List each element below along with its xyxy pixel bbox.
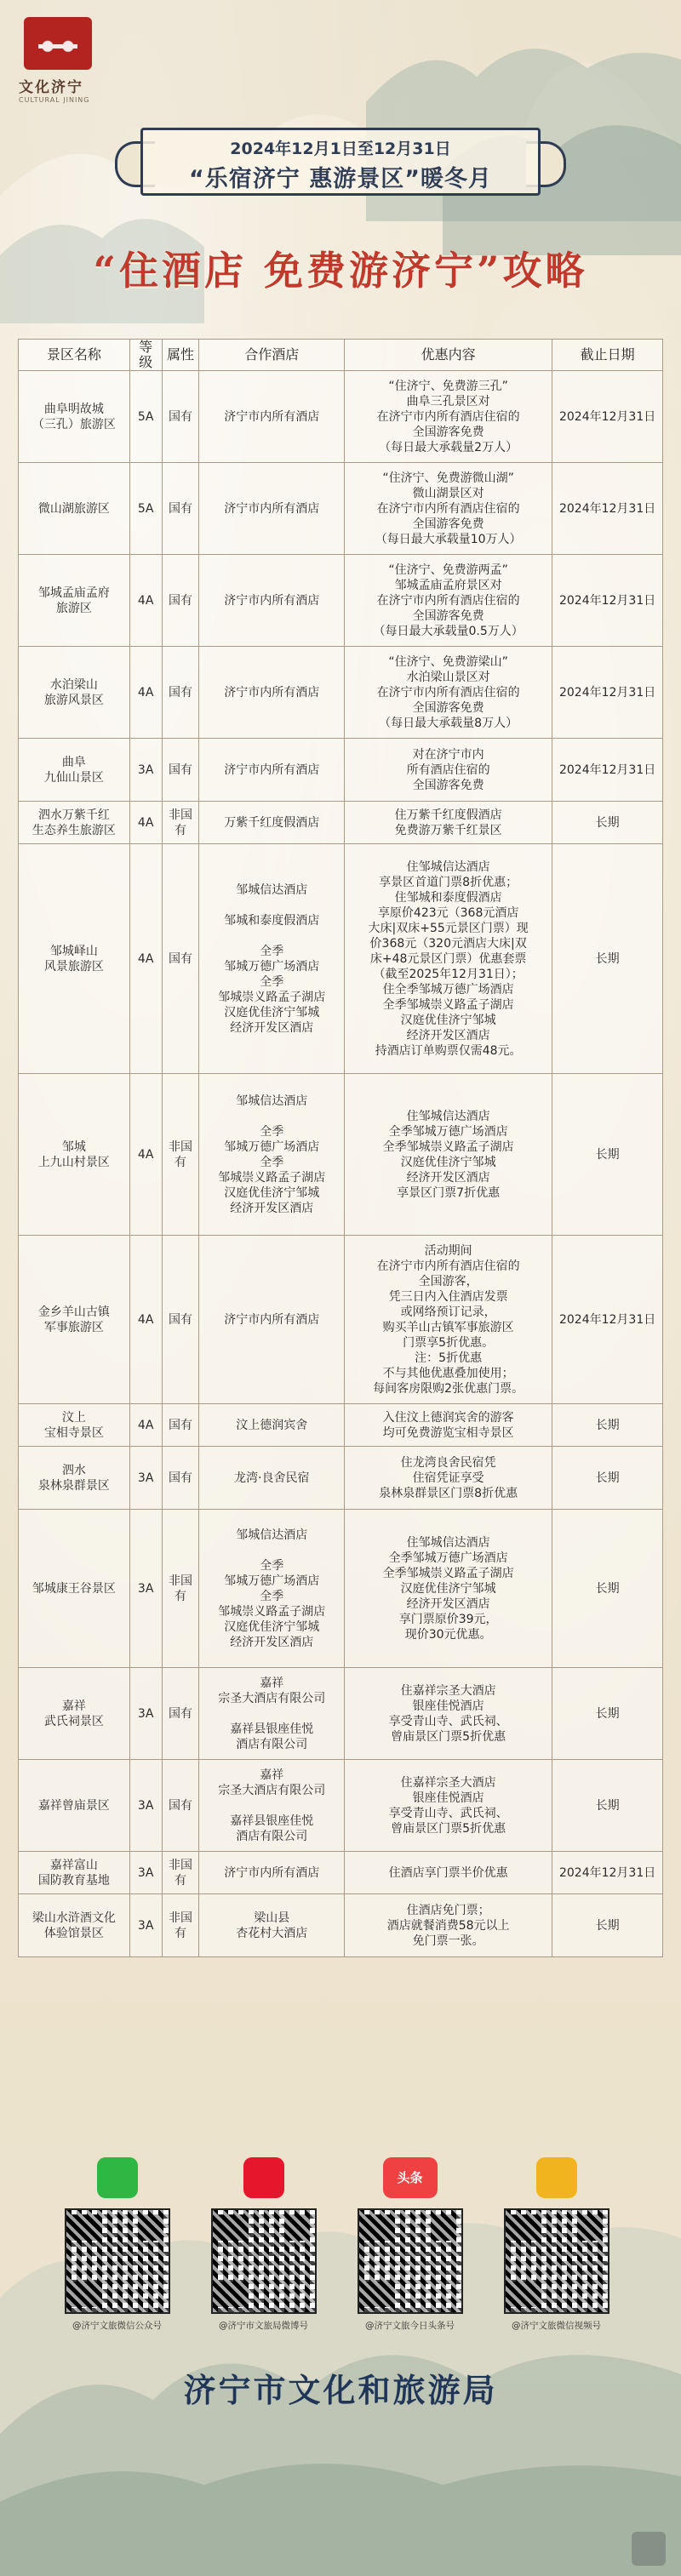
qr-block	[335, 2157, 484, 2331]
cell-deadline: 长期	[552, 1510, 663, 1668]
cell-attr: 非国有	[162, 1074, 199, 1236]
cell-offer: 住嘉祥宗圣大酒店 银座佳悦酒店 享受青山寺、武氏祠、 曾庙景区门票5折优惠	[345, 1668, 552, 1760]
table-row	[19, 1668, 663, 1760]
cell-hotel: 邹城信达酒店 邹城和泰度假酒店 全季 邹城万德广场酒店 全季 邹城崇义路孟子湖店 汉庭优佳济宁邹城 经济开发区酒店	[199, 844, 345, 1074]
cell-attr: 国有	[162, 463, 199, 555]
cell-deadline: 长期	[552, 844, 663, 1074]
cell-hotel: 万紫千红度假酒店	[199, 802, 345, 844]
col-header-name: 景区名称	[19, 340, 130, 371]
table-row	[19, 371, 663, 463]
cell-name: 嘉祥富山 国防教育基地	[19, 1852, 130, 1894]
cell-hotel: 汶上德润宾舍	[199, 1404, 345, 1447]
cell-offer: 住酒店免门票； 酒店就餐消费58元以上 免门票一张。	[345, 1894, 552, 1957]
cell-attr: 非国有	[162, 1510, 199, 1668]
social-qr-section	[0, 2157, 681, 2331]
cell-deadline: 2024年12月31日	[552, 1236, 663, 1404]
campaign-title: “乐宿济宁 惠游景区”暖冬月	[189, 166, 492, 192]
cell-grade: 3A	[129, 1668, 162, 1760]
cell-deadline: 长期	[552, 802, 663, 844]
col-header-offer: 优惠内容	[345, 340, 552, 371]
toutiao-icon[interactable]: 头条	[383, 2157, 438, 2198]
cell-attr: 国有	[162, 1447, 199, 1510]
qr-code	[211, 2208, 317, 2314]
wechat-icon[interactable]	[97, 2157, 138, 2198]
cell-hotel: 济宁市内所有酒店	[199, 739, 345, 802]
cell-deadline: 2024年12月31日	[552, 555, 663, 647]
cell-name: 汶上 宝相寺景区	[19, 1404, 130, 1447]
channels-icon[interactable]	[536, 2157, 577, 2198]
qr-code	[358, 2208, 463, 2314]
cell-offer: 住龙湾良舍民宿凭 住宿凭证享受 泉林泉群景区门票8折优惠	[345, 1447, 552, 1510]
page-headline: “住酒店 免费游济宁”攻略	[93, 248, 588, 294]
cell-offer: 入住汶上德润宾舍的游客 均可免费游览宝相寺景区	[345, 1404, 552, 1447]
cell-grade: 4A	[129, 555, 162, 647]
cell-hotel: 济宁市内所有酒店	[199, 463, 345, 555]
cell-deadline: 长期	[552, 1760, 663, 1852]
table-header-row	[19, 340, 663, 371]
table-row	[19, 1852, 663, 1894]
cell-deadline: 2024年12月31日	[552, 371, 663, 463]
cell-hotel: 嘉祥 宗圣大酒店有限公司 嘉祥县银座佳悦 酒店有限公司	[199, 1760, 345, 1852]
cell-hotel: 梁山县 杏花村大酒店	[199, 1894, 345, 1957]
cell-hotel: 济宁市内所有酒店	[199, 1236, 345, 1404]
cell-hotel: 邹城信达酒店 全季 邹城万德广场酒店 全季 邹城崇义路孟子湖店 汉庭优佳济宁邹城 经济开发区酒店	[199, 1510, 345, 1668]
col-header-attr: 属性	[162, 340, 199, 371]
cell-attr: 国有	[162, 844, 199, 1074]
cell-hotel: 龙湾·良舍民宿	[199, 1447, 345, 1510]
cell-attr: 国有	[162, 739, 199, 802]
cell-deadline: 2024年12月31日	[552, 1852, 663, 1894]
cell-deadline: 长期	[552, 1404, 663, 1447]
cell-offer: 活动期间 在济宁市内所有酒店住宿的 全国游客， 凭三日内入住酒店发票 或网络预订记录， 购买羊山古镇军事旅游区 门票享5折优惠。 注：5折优惠 不与其他优惠叠加使用； 每间客房限购2张优惠门票。	[345, 1236, 552, 1404]
cell-offer: “住济宁、免费游三孔” 曲阜三孔景区对 在济宁市内所有酒店住宿的 全国游客免费 （每日最大承载量2万人）	[345, 371, 552, 463]
qr-code	[65, 2208, 170, 2314]
cell-name: 梁山水浒酒文化 体验馆景区	[19, 1894, 130, 1957]
cell-name: 邹城康王谷景区	[19, 1510, 130, 1668]
cell-name: 邹城峄山 风景旅游区	[19, 844, 130, 1074]
cell-grade: 4A	[129, 1404, 162, 1447]
table-row	[19, 1404, 663, 1447]
cell-name: 泗水万紫千红 生态养生旅游区	[19, 802, 130, 844]
cell-offer: 住酒店享门票半价优惠	[345, 1852, 552, 1894]
cell-hotel: 嘉祥 宗圣大酒店有限公司 嘉祥县银座佳悦 酒店有限公司	[199, 1668, 345, 1760]
seal-icon	[24, 17, 92, 70]
cell-name: 嘉祥曾庙景区	[19, 1760, 130, 1852]
cell-attr: 非国有	[162, 1852, 199, 1894]
cell-name: 嘉祥 武氏祠景区	[19, 1668, 130, 1760]
cell-name: 泗水 泉林泉群景区	[19, 1447, 130, 1510]
cell-deadline: 长期	[552, 1668, 663, 1760]
table-row	[19, 1074, 663, 1236]
col-header-grade: 等级	[129, 340, 162, 371]
cell-offer: 住邹城信达酒店 全季邹城万德广场酒店 全季邹城崇义路孟子湖店 汉庭优佳济宁邹城 经济开发区酒店 享景区门票7折优惠	[345, 1074, 552, 1236]
cell-grade: 5A	[129, 463, 162, 555]
cell-offer: 对在济宁市内 所有酒店住宿的 全国游客免费	[345, 739, 552, 802]
cell-grade: 3A	[129, 1894, 162, 1957]
table-row	[19, 463, 663, 555]
cell-name: 邹城 上九山村景区	[19, 1074, 130, 1236]
table-row	[19, 802, 663, 844]
cell-grade: 4A	[129, 1074, 162, 1236]
cell-name: 邹城孟庙孟府 旅游区	[19, 555, 130, 647]
cell-hotel: 济宁市内所有酒店	[199, 371, 345, 463]
cell-grade: 3A	[129, 1852, 162, 1894]
qr-code	[504, 2208, 609, 2314]
cell-attr: 国有	[162, 1668, 199, 1760]
qr-caption: @济宁文旅微信公众号	[72, 2321, 162, 2331]
table-row	[19, 1236, 663, 1404]
cell-attr: 国有	[162, 1236, 199, 1404]
cell-deadline: 2024年12月31日	[552, 739, 663, 802]
table-row	[19, 1760, 663, 1852]
cell-hotel: 济宁市内所有酒店	[199, 647, 345, 739]
cell-attr: 国有	[162, 647, 199, 739]
cell-attr: 国有	[162, 1760, 199, 1852]
cell-name: 水泊梁山 旅游风景区	[19, 647, 130, 739]
cell-grade: 3A	[129, 1447, 162, 1510]
cell-offer: 住嘉祥宗圣大酒店 银座佳悦酒店 享受青山寺、武氏祠、 曾庙景区门票5折优惠	[345, 1760, 552, 1852]
cell-grade: 5A	[129, 371, 162, 463]
publisher-name: 济宁市文化和旅游局	[183, 2372, 498, 2409]
qr-block	[482, 2157, 631, 2331]
cell-hotel: 邹城信达酒店 全季 邹城万德广场酒店 全季 邹城崇义路孟子湖店 汉庭优佳济宁邹城 经济开发区酒店	[199, 1074, 345, 1236]
cell-attr: 非国有	[162, 1894, 199, 1957]
qr-block	[43, 2157, 192, 2331]
cell-deadline: 长期	[552, 1894, 663, 1957]
col-header-hotel: 合作酒店	[199, 340, 345, 371]
cell-offer: “住济宁、免费游梁山” 水泊梁山景区对 在济宁市内所有酒店住宿的 全国游客免费 （每日最大承载量8万人）	[345, 647, 552, 739]
cell-name: 金乡羊山古镇 军事旅游区	[19, 1236, 130, 1404]
table-row	[19, 647, 663, 739]
cell-deadline: 长期	[552, 1447, 663, 1510]
cell-attr: 国有	[162, 555, 199, 647]
cell-deadline: 2024年12月31日	[552, 647, 663, 739]
title-banner	[140, 128, 541, 196]
cell-name: 微山湖旅游区	[19, 463, 130, 555]
watermark-icon	[632, 2532, 666, 2566]
logo-subtext: CULTURAL JINING	[19, 96, 90, 104]
campaign-date: 2024年12月1日至12月31日	[230, 140, 451, 158]
cell-deadline: 2024年12月31日	[552, 463, 663, 555]
cell-name: 曲阜 九仙山景区	[19, 739, 130, 802]
cell-grade: 3A	[129, 739, 162, 802]
cell-attr: 非国有	[162, 802, 199, 844]
logo-text: 文化济宁	[19, 79, 83, 96]
cell-grade: 4A	[129, 1236, 162, 1404]
offers-table	[18, 339, 663, 1957]
cell-attr: 国有	[162, 371, 199, 463]
cell-offer: “住济宁、免费游两孟” 邹城孟庙孟府景区对 在济宁市内所有酒店住宿的 全国游客免费 （每日最大承载量0.5万人）	[345, 555, 552, 647]
weibo-icon[interactable]	[243, 2157, 284, 2198]
qr-caption: @济宁文旅微信视频号	[512, 2321, 601, 2331]
table-row	[19, 555, 663, 647]
cell-name: 曲阜明故城 （三孔）旅游区	[19, 371, 130, 463]
cell-deadline: 长期	[552, 1074, 663, 1236]
brand-logo	[19, 17, 97, 119]
cell-grade: 4A	[129, 844, 162, 1074]
table-row	[19, 844, 663, 1074]
table-row	[19, 739, 663, 802]
table-body	[19, 371, 663, 1957]
cell-hotel: 济宁市内所有酒店	[199, 1852, 345, 1894]
cell-offer: 住万紫千红度假酒店 免费游万紫千红景区	[345, 802, 552, 844]
cell-offer: 住邹城信达酒店 享景区首道门票8折优惠； 住邹城和泰度假酒店 享原价423元（368元酒店 大床|双床+55元景区门票）现 价368元（320元酒店大床|双 床+48元景区门票）优惠套票 （截至2025年12月31日）； 住全季邹城万德广场酒店 全季邹城崇义路孟子湖店 汉庭优佳济宁邹城 经济开发区酒店 持酒店订单购票仅需48元。	[345, 844, 552, 1074]
cell-offer: 住邹城信达酒店 全季邹城万德广场酒店 全季邹城崇义路孟子湖店 汉庭优佳济宁邹城 经济开发区酒店 享门票原价39元， 现价30元优惠。	[345, 1510, 552, 1668]
table-row	[19, 1894, 663, 1957]
table-row	[19, 1510, 663, 1668]
col-header-deadline: 截止日期	[552, 340, 663, 371]
cell-grade: 3A	[129, 1760, 162, 1852]
qr-caption: @济宁文旅今日头条号	[365, 2321, 455, 2331]
cell-hotel: 济宁市内所有酒店	[199, 555, 345, 647]
cell-grade: 4A	[129, 647, 162, 739]
cell-grade: 4A	[129, 802, 162, 844]
table-row	[19, 1447, 663, 1510]
qr-caption: @济宁市文旅局微博号	[219, 2321, 308, 2331]
qr-block	[189, 2157, 338, 2331]
cell-grade: 3A	[129, 1510, 162, 1668]
cell-attr: 国有	[162, 1404, 199, 1447]
cell-offer: “住济宁、免费游微山湖” 微山湖景区对 在济宁市内所有酒店住宿的 全国游客免费 （每日最大承载量10万人）	[345, 463, 552, 555]
